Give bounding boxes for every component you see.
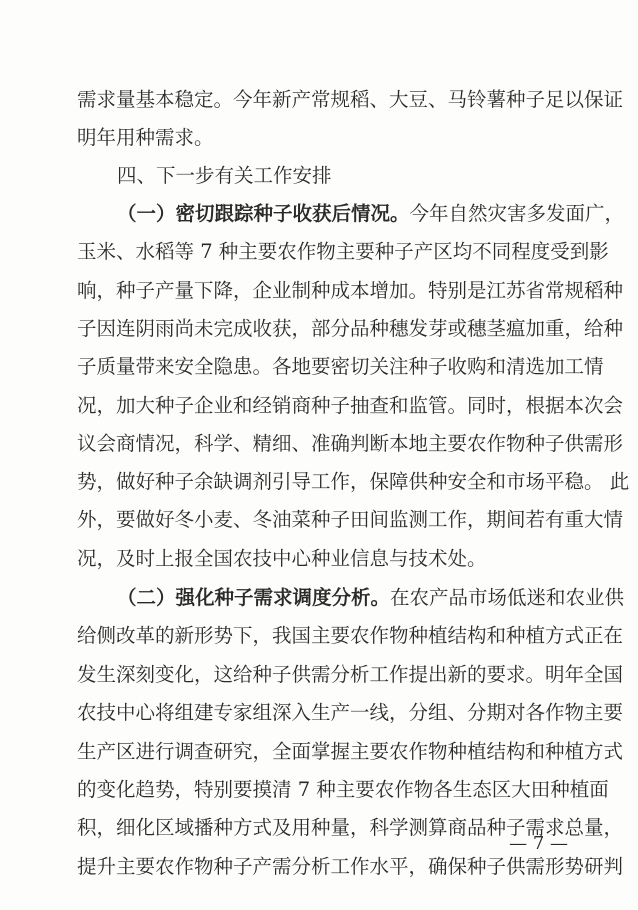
- paragraph-line: 玉米、水稻等 7 种主要农作物主要种子产区均不同程度受到影: [77, 240, 609, 263]
- paragraph-line: 需求量基本稳定。今年新产常规稻、大豆、马铃薯种子足以保证: [77, 88, 624, 111]
- paragraph-line: [117, 586, 624, 610]
- paragraph-line: 的变化趋势，特别要摸清 7 种主要农作物各生态区大田种植面: [77, 778, 609, 801]
- paragraph-line: 响，种子产量下降，企业制种成本增加。特别是江苏省常规稻种: [77, 279, 624, 302]
- paragraph-line: [117, 202, 624, 226]
- paragraph-line: 势，做好种子余缺调剂引导工作，保障供种安全和市场平稳。 此: [77, 470, 630, 493]
- section-heading: 四、下一步有关工作安排: [117, 164, 332, 187]
- paragraph-line: 积，细化区域播种方式及用种量，科学测算商品种子需求总量，: [77, 816, 624, 839]
- paragraph-text: 在农产品市场低迷和农业供: [390, 586, 625, 609]
- paragraph-line: 外，要做好冬小麦、冬油菜种子田间监测工作，期间若有重大情: [77, 508, 624, 531]
- paragraph-line: 况，及时上报全国农技中心种业信息与技术处。: [77, 547, 487, 570]
- subsection-heading: （二）强化种子需求调度分析。: [117, 586, 391, 609]
- subsection-heading: （一）密切跟踪种子收获后情况。: [117, 202, 410, 225]
- page-number: — 7 —: [509, 833, 568, 854]
- paragraph-line: 子因连阴雨尚未完成收获，部分品种穗发芽或穗茎瘟加重，给种: [77, 317, 624, 340]
- paragraph-line: 提升主要农作物种子产需分析工作水平，确保种子供需形势研判: [77, 855, 624, 878]
- paragraph-line: 子质量带来安全隐患。各地要密切关注种子收购和清选加工情: [77, 355, 604, 378]
- paragraph-line: 明年用种需求。: [77, 126, 214, 149]
- paragraph-text: 今年自然灾害多发面广，: [409, 202, 625, 225]
- paragraph-line: 生产区进行调查研究，全面掌握主要农作物种植结构和种植方式: [77, 740, 624, 763]
- paragraph-line: 发生深刻变化，这给种子供需分析工作提出新的要求。明年全国: [77, 663, 624, 686]
- paragraph-line: 况，加大种子企业和经销商种子抽查和监管。同时，根据本次会: [77, 394, 624, 417]
- paragraph-line: 议会商情况，科学、精细、准确判断本地主要农作物种子供需形: [77, 432, 624, 455]
- paragraph-line: 给侧改革的新形势下，我国主要农作物种植结构和种植方式正在: [77, 624, 624, 647]
- paragraph-line: 农技中心将组建专家组深入生产一线，分组、分期对各作物主要: [77, 701, 624, 724]
